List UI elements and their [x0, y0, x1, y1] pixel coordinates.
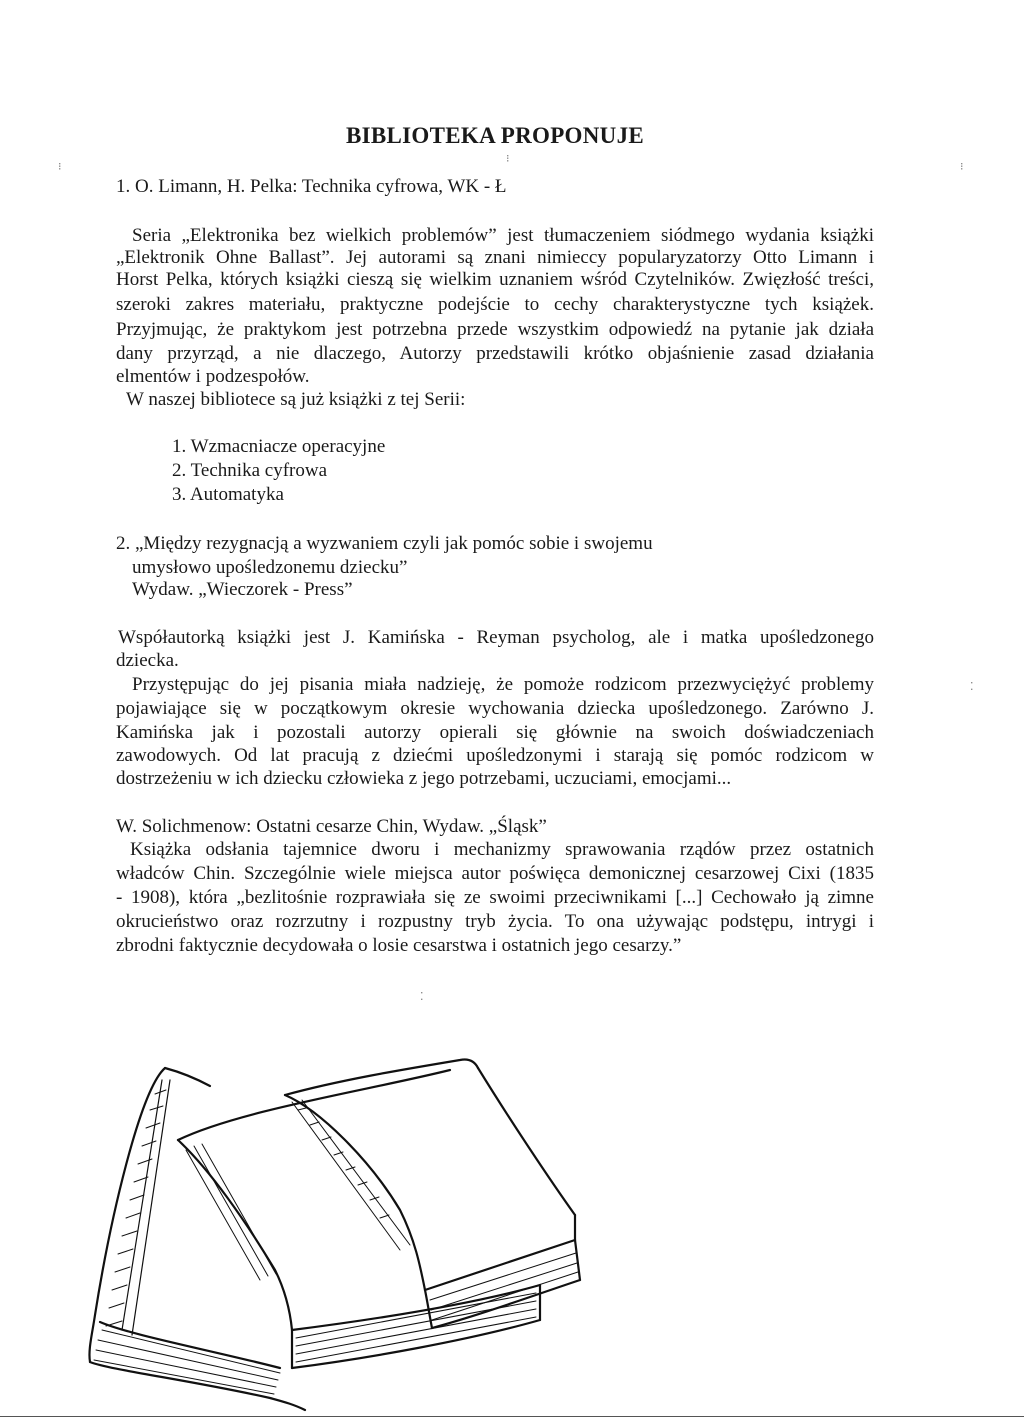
item1-paragraph-line: elmentów i podzespołów. [116, 366, 310, 387]
scan-speck: ⁚ [420, 990, 424, 1003]
item1-paragraph-line: Seria „Elektronika bez wielkich problemów” jest tłumaczeniem siódmego wydania książki [132, 225, 874, 246]
item3-paragraph-line: władców Chin. Szczególnie wiele miejsca autor poświęca demonicznej cesarzowej Cixi (1835 [116, 863, 874, 884]
scan-speck: ⁝ [58, 160, 62, 173]
item3-paragraph-line: okrucieństwo oraz rozrzutny i rozpustny tryb życia. To ona używając podstępu, intrygi i [116, 911, 874, 932]
series-intro: W naszej bibliotece są już książki z tej Serii: [126, 389, 466, 410]
item3-paragraph-line: zbrodni faktycznie decydowała o losie cesarstwa i ostatnich jego cesarzy.” [116, 935, 682, 956]
page-title: BIBLIOTEKA PROPONUJE [345, 123, 645, 148]
item1-paragraph-line: dany przyrząd, a nie dlaczego, Autorzy przedstawili krótko objaśnienie zasad działania [116, 343, 874, 364]
item2-heading-line: 2. „Między rezygnacją a wyzwaniem czyli jak pomóc sobie i swojemu [116, 533, 653, 554]
list-item: 1. Wzmacniacze operacyjne [172, 436, 386, 457]
front-book-icon [285, 1059, 580, 1328]
item3-paragraph-line: - 1908), która „bezlitośnie rozprawiała się ze swoimi przeciwnikami [...] Cechowało ją zimne [116, 887, 874, 908]
list-item: 2. Technika cyfrowa [172, 460, 328, 481]
item1-paragraph-line: Horst Pelka, których książki cieszą się wielkim uznaniem wśród Czytelników. Zwięzłość treści, [116, 269, 874, 290]
item2-publisher: Wydaw. „Wieczorek - Press” [132, 579, 353, 600]
middle-book-icon [178, 1070, 540, 1368]
scan-speck: ⁝ [506, 152, 510, 165]
back-book-icon [89, 1068, 305, 1410]
item2-paragraph-line: dostrzeżeniu w ich dziecku człowieka z jego potrzebami, uczuciami, emocjami... [116, 768, 732, 789]
scan-speck: ⁝ [960, 160, 964, 173]
item2-paragraph-line: pojawiające się w początkowym okresie wychowania dziecka upośledzonego. Zarówno J. [116, 698, 874, 719]
item2-paragraph-line: Przystępując do jej pisania miała nadzieję, że pomoże rodzicom przezwyciężyć problemy [132, 674, 874, 695]
item2-paragraph-line: Współautorką książki jest J. Kamińska - Reyman psycholog, ale i matka upośledzonego [118, 627, 874, 648]
list-item: 3. Automatyka [172, 484, 284, 505]
page-bottom-edge [0, 1416, 1024, 1417]
scan-speck: ⁚ [970, 680, 974, 693]
item1-paragraph-line: szeroki zakres materiału, praktyczne podejście to cechy charakterystyczne tych książek. [116, 294, 874, 315]
item3-paragraph-line: Książka odsłania tajemnice dworu i mechanizmy sprawowania rządów przez ostatnich [130, 839, 874, 860]
item1-heading: 1. O. Limann, H. Pelka: Technika cyfrowa, WK - Ł [116, 176, 507, 197]
item1-paragraph-line: „Elektronik Ohne Ballast”. Jej autorami są znani nimieccy popularyzatorzy Otto Limann i [116, 247, 874, 268]
item2-paragraph-line: dziecka. [116, 650, 179, 671]
stack-of-books-drawing-icon [70, 1050, 610, 1415]
item3-heading: W. Solichmenow: Ostatni cesarze Chin, Wydaw. „Śląsk” [116, 816, 547, 837]
item1-paragraph-line: Przyjmując, że praktykom jest potrzebna przede wszystkim odpowiedź na pytanie jak działa [116, 319, 874, 340]
item2-heading-line: umysłowo upośledzonemu dziecku” [132, 557, 408, 578]
item2-paragraph-line: Kamińska jak i pozostali autorzy opierali się głównie na swoich doświadczeniach [116, 722, 874, 743]
item2-paragraph-line: zawodowych. Od lat pracują z dziećmi upośledzonymi i starają się pomóc rodzicom w [116, 745, 874, 766]
